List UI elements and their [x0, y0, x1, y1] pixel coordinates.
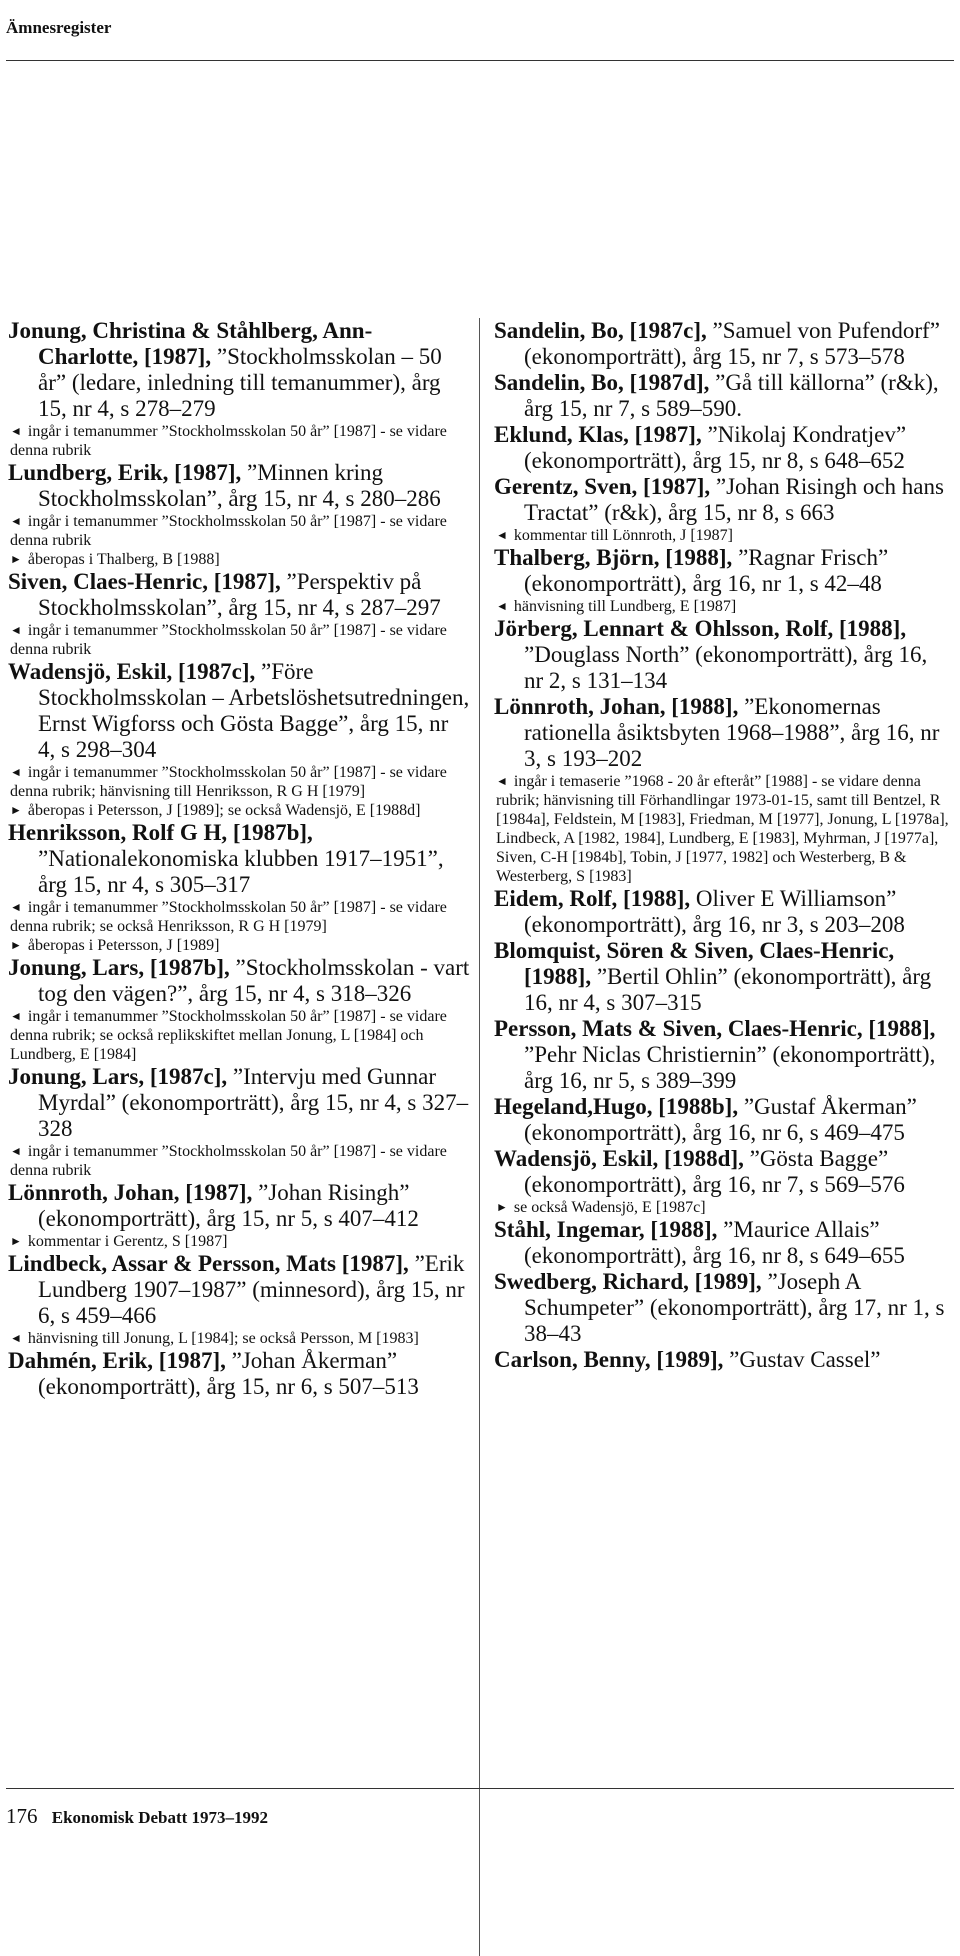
- entry-title: ”Ekonomernas rationella åsiktsbyten 1968–1988”, årg 16, nr 3, s 193–202: [524, 694, 940, 771]
- index-entry: [8, 318, 470, 460]
- index-entry: [8, 1348, 470, 1400]
- index-entry: [494, 545, 950, 616]
- entry-citation: [494, 370, 950, 422]
- note-text: ingår i temanummer ”Stockholmsskolan 50 år” [1987] - se vidare denna rubrik: [10, 622, 447, 658]
- arrow-left-icon: ◄: [10, 765, 22, 779]
- entry-title: ”Intervju med Gunnar Myrdal” (ekonomporträtt), årg 15, nr 4, s 327–328: [38, 1064, 469, 1141]
- entry-title: ”Nikolaj Kondratjev” (ekonomporträtt), årg 15, nr 8, s 648–652: [524, 422, 907, 473]
- column-divider: [479, 318, 480, 1956]
- note-text: kommentar i Gerentz, S [1987]: [27, 1233, 228, 1250]
- note-text: se också Wadensjö, E [1987c]: [513, 1199, 706, 1216]
- section-title: Ämnesregister: [6, 18, 112, 37]
- entry-citation: [8, 1251, 470, 1329]
- note-text: ingår i temanummer ”Stockholmsskolan 50 år” [1987] - se vidare denna rubrik: [10, 423, 447, 459]
- entry-author: Persson, Mats & Siven, Claes-Henric, [1988],: [494, 1016, 936, 1041]
- entry-note: [8, 422, 470, 460]
- entry-title: ”Gå till källorna” (r&k), årg 15, nr 7, s 589–590.: [524, 370, 939, 421]
- footer-rule: [6, 1788, 954, 1789]
- entry-citation: [494, 1016, 950, 1094]
- entry-citation: [8, 820, 470, 898]
- entry-citation: [494, 616, 950, 694]
- page-number: 176: [6, 1804, 38, 1828]
- entry-author: Lindbeck, Assar & Persson, Mats [1987],: [8, 1251, 409, 1276]
- entry-author: Lönnroth, Johan, [1988],: [494, 694, 739, 719]
- header-rule: [6, 60, 954, 61]
- entry-note: [8, 763, 470, 801]
- arrow-right-icon: ►: [10, 938, 22, 952]
- note-text: ingår i temanummer ”Stockholmsskolan 50 år” [1987] - se vidare denna rubrik; se också Henriksson, R G H [1979]: [10, 899, 447, 935]
- entry-title: ”Johan Risingh och hans Tractat” (r&k), årg 15, nr 8, s 663: [524, 474, 944, 525]
- note-text: kommentar till Lönnroth, J [1987]: [513, 527, 733, 544]
- index-entry: [8, 1251, 470, 1348]
- entry-title: ”Före Stockholmsskolan – Arbetslöshetsutredningen, Ernst Wigforss och Gösta Bagge”, årg 15, nr 4, s 298–304: [38, 659, 470, 762]
- arrow-right-icon: ►: [10, 803, 22, 817]
- entry-citation: [8, 1064, 470, 1142]
- entry-note: [8, 512, 470, 550]
- entry-title: ”Joseph A Schumpeter” (ekonomporträtt), årg 17, nr 1, s 38–43: [524, 1269, 945, 1346]
- entry-author: Sandelin, Bo, [1987d],: [494, 370, 710, 395]
- entry-author: Wadensjö, Eskil, [1987c],: [8, 659, 256, 684]
- entry-author: Henriksson, Rolf G H, [1987b],: [8, 820, 313, 845]
- entry-title: ”Stockholmsskolan – 50 år” (ledare, inledning till temanummer), årg 15, nr 4, s 278–279: [38, 344, 442, 421]
- arrow-left-icon: ◄: [10, 1009, 22, 1023]
- entry-title: ”Stockholmsskolan - vart tog den vägen?”, årg 15, nr 4, s 318–326: [38, 955, 470, 1006]
- entry-citation: [494, 694, 950, 772]
- arrow-left-icon: ◄: [10, 1331, 22, 1345]
- arrow-left-icon: ◄: [496, 599, 508, 613]
- index-entry: [494, 474, 950, 545]
- entry-title: ”Pehr Niclas Christiernin” (ekonomporträtt), årg 16, nr 5, s 389–399: [524, 1042, 936, 1093]
- entry-author: Jonung, Lars, [1987c],: [8, 1064, 228, 1089]
- entry-citation: [8, 1180, 470, 1232]
- index-entry: [494, 1269, 950, 1347]
- entry-note: [8, 550, 470, 569]
- entry-note: [8, 621, 470, 659]
- entry-citation: [8, 955, 470, 1007]
- arrow-left-icon: ◄: [10, 1144, 22, 1158]
- entry-title: ”Erik Lundberg 1907–1987” (minnesord), årg 15, nr 6, s 459–466: [38, 1251, 465, 1328]
- index-entry: [494, 318, 950, 370]
- entry-note: [494, 597, 950, 616]
- entry-title: ”Johan Risingh” (ekonomporträtt), årg 15, nr 5, s 407–412: [38, 1180, 419, 1231]
- note-text: ingår i temanummer ”Stockholmsskolan 50 år” [1987] - se vidare denna rubrik; hänvisning till Henriksson, R G H [1979]: [10, 764, 447, 800]
- note-text: ingår i temaserie ”1968 - 20 år efteråt” [1988] - se vidare denna rubrik; hänvisning till Förhandlingar 1973-01-15, samt till Bentzel, R [1984a], Feldstein, M [1983], Friedman, M [1977], Jonung, L [1978a], Lindbeck, A [1982, 1984], Lundberg, E [1983], Myhrman, J [1977a], Siven, C-H [1984b], Tobin, J [1977, 1982] och Westerberg, B & Westerberg, S [1983]: [496, 773, 949, 885]
- entry-note: [8, 801, 470, 820]
- arrow-left-icon: ◄: [10, 900, 22, 914]
- entry-citation: [494, 938, 950, 1016]
- entry-author: Dahmén, Erik, [1987],: [8, 1348, 226, 1373]
- entry-author: Sandelin, Bo, [1987c],: [494, 318, 707, 343]
- entry-note: [8, 1142, 470, 1180]
- entry-title: ”Maurice Allais” (ekonomporträtt), årg 16, nr 8, s 649–655: [524, 1217, 905, 1268]
- entry-citation: [494, 318, 950, 370]
- entry-title: ”Gösta Bagge” (ekonomporträtt), årg 16, nr 7, s 569–576: [524, 1146, 905, 1197]
- entry-note: [494, 526, 950, 545]
- arrow-left-icon: ◄: [496, 528, 508, 542]
- entry-author: Carlson, Benny, [1989],: [494, 1347, 724, 1372]
- entry-citation: [494, 1146, 950, 1198]
- index-entry: [494, 1016, 950, 1094]
- entry-note: [8, 898, 470, 936]
- index-entry: [494, 616, 950, 694]
- entry-note: [8, 1329, 470, 1348]
- index-entry: [8, 955, 470, 1064]
- footer-text: [6, 1804, 268, 1829]
- entry-author: Jörberg, Lennart & Ohlsson, Rolf, [1988],: [494, 616, 907, 641]
- entry-title: ”Samuel von Pufendorf” (ekonomporträtt), årg 15, nr 7, s 573–578: [524, 318, 940, 369]
- entry-author: Lönnroth, Johan, [1987],: [8, 1180, 253, 1205]
- index-entry: [8, 1180, 470, 1251]
- note-text: åberopas i Petersson, J [1989]; se också Wadensjö, E [1988d]: [27, 802, 421, 819]
- index-entry: [494, 1347, 950, 1373]
- index-entry: [494, 938, 950, 1016]
- index-entry: [494, 422, 950, 474]
- entry-author: Thalberg, Björn, [1988],: [494, 545, 733, 570]
- note-text: ingår i temanummer ”Stockholmsskolan 50 år” [1987] - se vidare denna rubrik; se också replikskiftet mellan Jonung, L [1984] och Lundberg, E [1984]: [10, 1008, 447, 1063]
- note-text: hänvisning till Lundberg, E [1987]: [513, 598, 737, 615]
- entry-title: ”Perspektiv på Stockholmsskolan”, årg 15, nr 4, s 287–297: [38, 569, 441, 620]
- arrow-left-icon: ◄: [10, 623, 22, 637]
- note-text: hänvisning till Jonung, L [1984]; se också Persson, M [1983]: [27, 1330, 419, 1347]
- note-text: åberopas i Petersson, J [1989]: [27, 937, 220, 954]
- entry-citation: [494, 1094, 950, 1146]
- arrow-right-icon: ►: [10, 1234, 22, 1248]
- index-entry: [494, 1217, 950, 1269]
- entry-author: Hegeland,Hugo, [1988b],: [494, 1094, 739, 1119]
- entry-author: Swedberg, Richard, [1989],: [494, 1269, 762, 1294]
- entry-citation: [8, 318, 470, 422]
- arrow-right-icon: ►: [496, 1200, 508, 1214]
- entry-title: ”Bertil Ohlin” (ekonomporträtt), årg 16, nr 4, s 307–315: [524, 964, 932, 1015]
- index-entry: [8, 460, 470, 569]
- entry-citation: [8, 460, 470, 512]
- entry-citation: [8, 659, 470, 763]
- entry-note: [8, 936, 470, 955]
- note-text: åberopas i Thalberg, B [1988]: [27, 551, 220, 568]
- index-entry: [494, 1094, 950, 1146]
- arrow-left-icon: ◄: [496, 774, 508, 788]
- right-column: [494, 318, 950, 1373]
- entry-title: ”Nationalekonomiska klubben 1917–1951”, årg 15, nr 4, s 305–317: [38, 846, 444, 897]
- left-column: [8, 318, 470, 1400]
- entry-title: ”Ragnar Frisch” (ekonomporträtt), årg 16, nr 1, s 42–48: [524, 545, 889, 596]
- index-entry: [494, 694, 950, 886]
- entry-citation: [494, 1269, 950, 1347]
- index-entry: [8, 820, 470, 955]
- entry-title: Oliver E Williamson” (ekonomporträtt), årg 16, nr 3, s 203–208: [524, 886, 905, 937]
- index-entry: [8, 659, 470, 820]
- index-entry: [494, 886, 950, 938]
- entry-title: ”Gustaf Åkerman” (ekonomporträtt), årg 16, nr 6, s 469–475: [524, 1094, 917, 1145]
- entry-citation: [494, 545, 950, 597]
- entry-author: Jonung, Lars, [1987b],: [8, 955, 230, 980]
- entry-note: [494, 772, 950, 886]
- entry-citation: [8, 569, 470, 621]
- entry-citation: [8, 1348, 470, 1400]
- page-header: [6, 18, 954, 38]
- entry-citation: [494, 886, 950, 938]
- entry-title: ”Minnen kring Stockholmsskolan”, årg 15, nr 4, s 280–286: [38, 460, 441, 511]
- index-entry: [8, 1064, 470, 1180]
- entry-citation: [494, 1347, 950, 1373]
- note-text: ingår i temanummer ”Stockholmsskolan 50 år” [1987] - se vidare denna rubrik: [10, 1143, 447, 1179]
- index-entry: [494, 370, 950, 422]
- entry-citation: [494, 474, 950, 526]
- publication-title: Ekonomisk Debatt 1973–1992: [51, 1808, 269, 1827]
- entry-author: Ståhl, Ingemar, [1988],: [494, 1217, 718, 1242]
- entry-citation: [494, 1217, 950, 1269]
- index-entry: [8, 569, 470, 659]
- index-entry: [494, 1146, 950, 1217]
- entry-author: Eklund, Klas, [1987],: [494, 422, 702, 447]
- entry-author: Wadensjö, Eskil, [1988d],: [494, 1146, 744, 1171]
- arrow-right-icon: ►: [10, 552, 22, 566]
- entry-title: ”Johan Åkerman” (ekonomporträtt), årg 15, nr 6, s 507–513: [38, 1348, 419, 1399]
- entry-note: [8, 1007, 470, 1064]
- entry-author: Blomquist, Sören & Siven, Claes-Henric, [1988],: [494, 938, 895, 989]
- entry-citation: [494, 422, 950, 474]
- entry-title: ”Douglass North” (ekonomporträtt), årg 16, nr 2, s 131–134: [524, 642, 928, 693]
- arrow-left-icon: ◄: [10, 514, 22, 528]
- entry-title: ”Gustav Cassel”: [723, 1347, 881, 1372]
- entry-note: [8, 1232, 470, 1251]
- arrow-left-icon: ◄: [10, 424, 22, 438]
- entry-author: Lundberg, Erik, [1987],: [8, 460, 242, 485]
- entry-author: Siven, Claes-Henric, [1987],: [8, 569, 281, 594]
- entry-author: Eidem, Rolf, [1988],: [494, 886, 691, 911]
- entry-note: [494, 1198, 950, 1217]
- note-text: ingår i temanummer ”Stockholmsskolan 50 år” [1987] - se vidare denna rubrik: [10, 513, 447, 549]
- entry-author: Jonung, Christina & Ståhlberg, Ann-Charlotte, [1987],: [8, 318, 373, 369]
- entry-author: Gerentz, Sven, [1987],: [494, 474, 711, 499]
